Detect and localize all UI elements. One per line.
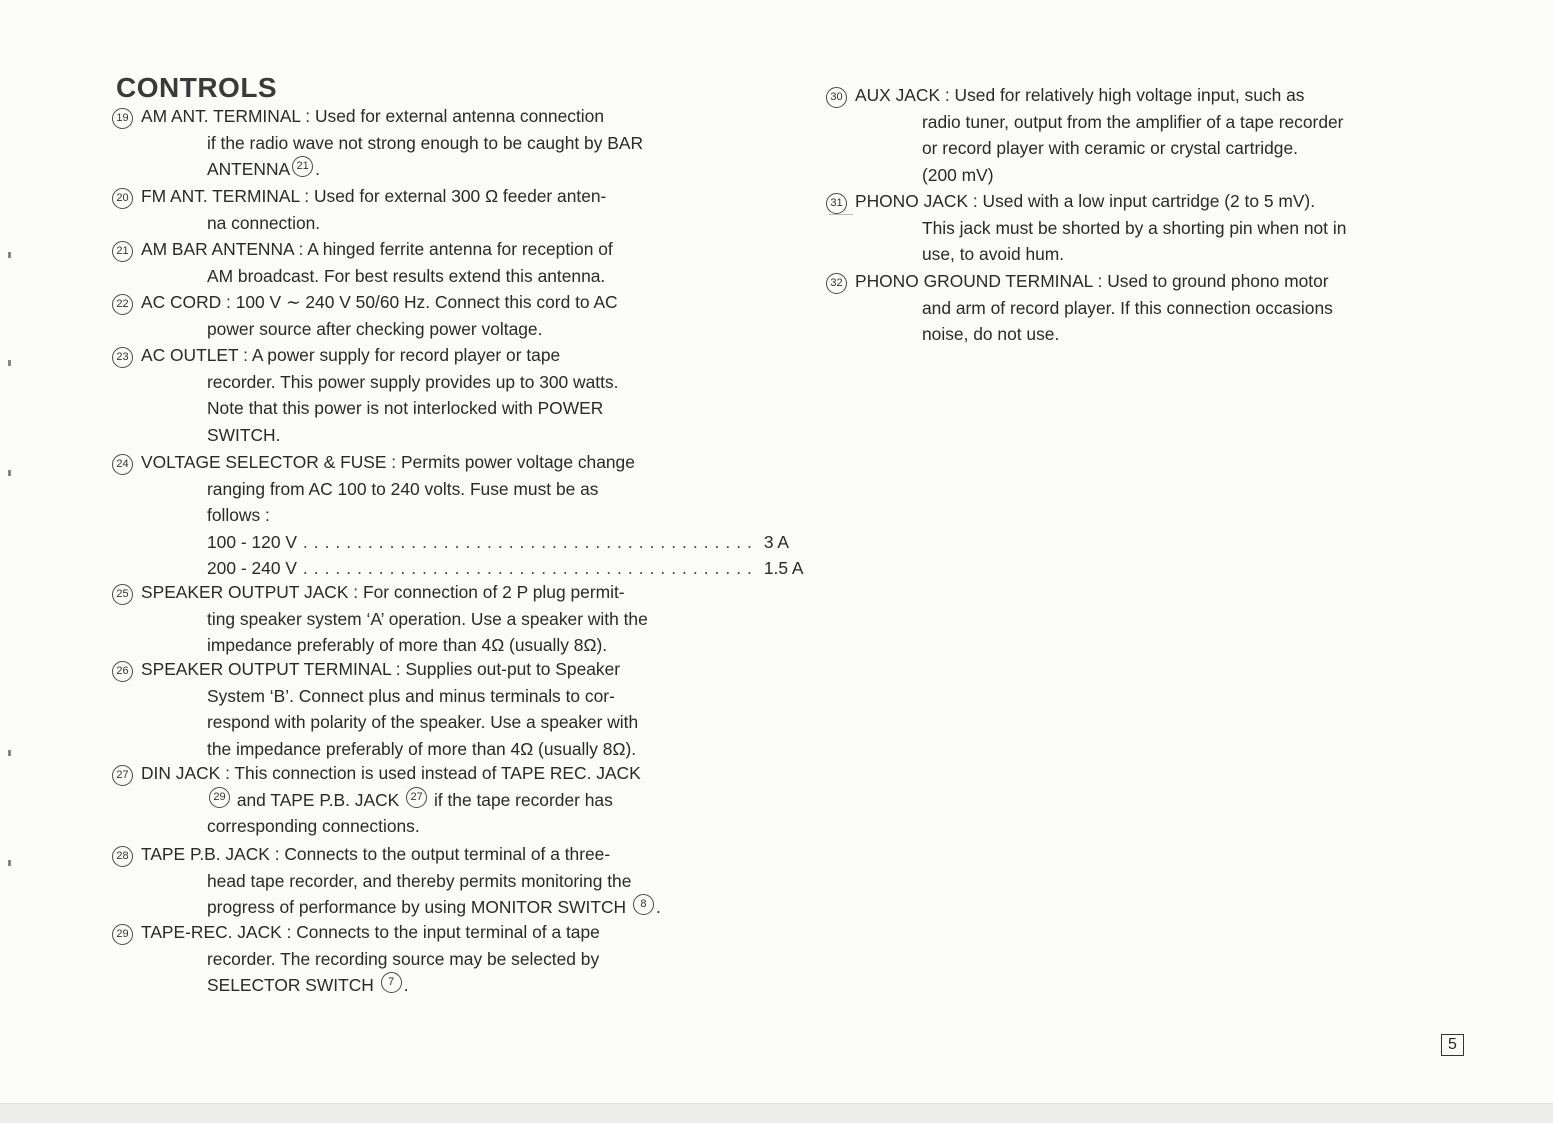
- stray-mark: [829, 214, 853, 215]
- item-number: 19: [112, 108, 133, 129]
- entry-line: radio tuner, output from the amplifier of a tape recorder: [922, 111, 1344, 132]
- entry-line: na connection.: [207, 212, 321, 233]
- fuse-voltage-range: 200 - 240 V: [207, 558, 297, 578]
- entry-line: respond with polarity of the speaker. Use a speaker with: [207, 712, 639, 732]
- entry-line: AC OUTLET : A power supply for record player or tape: [141, 345, 561, 365]
- control-entry-22: [112, 289, 744, 342]
- control-entry-21: [112, 236, 744, 289]
- margin-mark: [8, 470, 11, 476]
- entry-line: the impedance preferably of more than 4Ω (usually 8Ω).: [207, 738, 637, 759]
- fuse-rating: 1.5 A: [763, 558, 804, 578]
- control-entry-19: [112, 103, 744, 183]
- fuse-rating: 3 A: [763, 531, 790, 552]
- entry-line: if the radio wave not strong enough to be caught by BAR: [207, 132, 644, 153]
- entry-line: TAPE-REC. JACK : Connects to the input terminal of a tape: [141, 922, 600, 942]
- control-entry-27: [112, 760, 744, 840]
- entry-line: progress of performance by using MONITOR SWITCH: [207, 897, 627, 917]
- entry-line: SPEAKER OUTPUT JACK : For connection of 2 P plug permit-: [141, 582, 625, 602]
- entry-line: PHONO GROUND TERMINAL : Used to ground phono motor: [855, 271, 1329, 291]
- entry-line: PHONO JACK : Used with a low input cartridge (2 to 5 mV).: [855, 191, 1316, 211]
- entry-line: use, to avoid hum.: [922, 244, 1065, 264]
- entry-line: head tape recorder, and thereby permits monitoring the: [207, 870, 632, 891]
- entry-line: .: [403, 975, 409, 995]
- margin-mark: [8, 252, 11, 258]
- page-number: 5: [1441, 1034, 1464, 1056]
- entry-line: This jack must be shorted by a shorting pin when not in: [922, 217, 1347, 238]
- entry-line: AM broadcast. For best results extend this antenna.: [207, 265, 606, 286]
- item-number: 28: [112, 846, 133, 867]
- fuse-row: 100 - 120 V .......................................... 3 A: [112, 529, 744, 556]
- control-entry-30: [826, 82, 1462, 188]
- entry-line: noise, do not use.: [922, 324, 1060, 344]
- item-number: 22: [112, 294, 133, 315]
- entry-line: TAPE P.B. JACK : Connects to the output terminal of a three-: [141, 844, 611, 864]
- control-entry-29: [112, 919, 744, 999]
- control-entry-32: [826, 268, 1462, 348]
- reference-number: 21: [292, 156, 313, 177]
- entry-line: VOLTAGE SELECTOR & FUSE : Permits power voltage change: [141, 452, 635, 472]
- entry-line: follows :: [207, 505, 270, 525]
- entry-line: impedance preferably of more than 4Ω (usually 8Ω).: [207, 635, 608, 655]
- reference-number: 8: [633, 894, 654, 915]
- control-entry-26: [112, 656, 744, 762]
- reference-number: 7: [381, 972, 402, 993]
- item-number: 20: [112, 188, 133, 209]
- entry-line: and arm of record player. If this connection occasions: [922, 297, 1333, 318]
- entry-line: SELECTOR SWITCH: [207, 975, 374, 995]
- entry-line: ANTENNA: [207, 159, 291, 179]
- entry-line: recorder. The recording source may be selected by: [207, 948, 600, 969]
- margin-mark: [8, 860, 11, 866]
- entry-line: AM ANT. TERMINAL : Used for external antenna connection: [141, 106, 605, 126]
- control-entry-25: [112, 579, 744, 659]
- fuse-row: 200 - 240 V .......................................... 1.5 A: [112, 555, 744, 582]
- entry-line: power source after checking power voltage.: [207, 318, 543, 339]
- item-number: 21: [112, 241, 133, 262]
- entry-line: FM ANT. TERMINAL : Used for external 300 Ω feeder anten-: [141, 186, 607, 206]
- entry-line: and TAPE P.B. JACK: [236, 789, 400, 810]
- entry-line: ranging from AC 100 to 240 volts. Fuse must be as: [207, 478, 599, 499]
- entry-line: AC CORD : 100 V ∼ 240 V 50/60 Hz. Connect this cord to AC: [141, 292, 618, 312]
- page-edge: [0, 1103, 1553, 1123]
- entry-line: System ‘B’. Connect plus and minus terminals to cor-: [207, 685, 615, 706]
- entry-line: (200 mV): [922, 164, 994, 185]
- entry-line: .: [655, 897, 661, 917]
- entry-line: recorder. This power supply provides up to 300 watts.: [207, 371, 619, 392]
- margin-mark: [8, 360, 11, 366]
- entry-line: SWITCH.: [207, 424, 281, 445]
- entry-line: Note that this power is not interlocked with POWER: [207, 398, 604, 418]
- fuse-voltage-range: 100 - 120 V: [207, 531, 297, 552]
- item-number: 32: [826, 273, 847, 294]
- entry-line: AM BAR ANTENNA : A hinged ferrite antenna for reception of: [141, 239, 613, 259]
- item-number: 25: [112, 584, 133, 605]
- item-number: 27: [112, 765, 133, 786]
- control-entry-23: [112, 342, 744, 448]
- entry-line: DIN JACK : This connection is used instead of TAPE REC. JACK: [141, 763, 641, 783]
- entry-line: corresponding connections.: [207, 816, 420, 836]
- control-entry-20: [112, 183, 744, 236]
- control-entry-24: [112, 449, 804, 582]
- reference-number: 29: [209, 787, 230, 808]
- entry-line: if the tape recorder has: [433, 789, 613, 810]
- control-entry-31: [826, 188, 1462, 268]
- margin-mark: [8, 750, 11, 756]
- entry-line: SPEAKER OUTPUT TERMINAL : Supplies out-put to Speaker: [141, 659, 621, 679]
- item-number: 30: [826, 87, 847, 108]
- item-number: 26: [112, 661, 133, 682]
- item-number: 24: [112, 454, 133, 475]
- item-number: 31: [826, 193, 847, 214]
- item-number: 29: [112, 924, 133, 945]
- item-number: 23: [112, 347, 133, 368]
- reference-number: 27: [406, 787, 427, 808]
- control-entry-28: [112, 841, 744, 921]
- entry-line: ting speaker system ‘A’ operation. Use a speaker with the: [207, 608, 648, 629]
- entry-line: AUX JACK : Used for relatively high voltage input, such as: [855, 85, 1305, 105]
- entry-line: or record player with ceramic or crystal cartridge.: [922, 138, 1298, 158]
- page-title: CONTROLS: [116, 72, 278, 103]
- entry-line: .: [315, 159, 320, 179]
